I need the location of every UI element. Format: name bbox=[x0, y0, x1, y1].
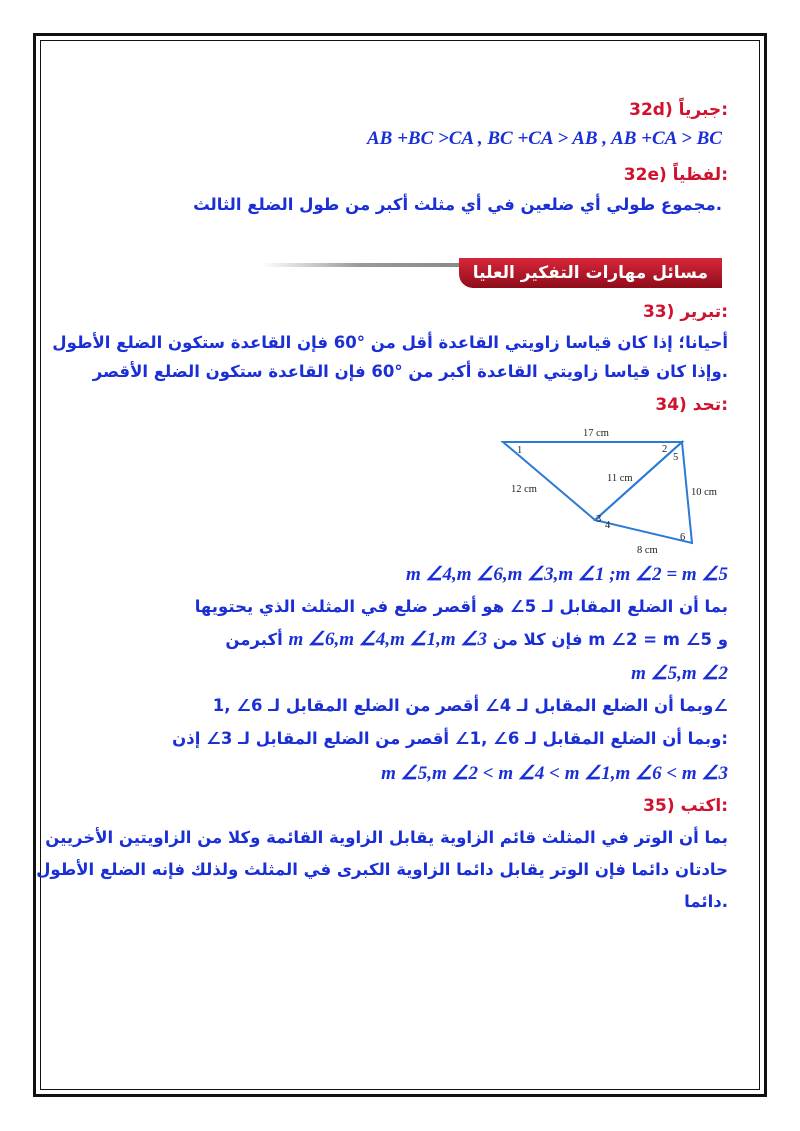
q33-line1: أحيانا؛ إذا كان قياسا زاويتي القاعدة أقل من °60 فإن القاعدة ستكون الضلع الأطول bbox=[52, 333, 728, 352]
q32e-text: مجموع طولي أي ضلعين في أي مثلث أكبر من طول الضلع الثالث. bbox=[193, 195, 722, 214]
q33-heading: 33) تبرير: bbox=[642, 302, 728, 322]
q34-line3-suffix: أكبرمن bbox=[225, 630, 283, 649]
q34-line3-prefix: و m ∠2 = m ∠5 فإن كلا من bbox=[492, 630, 728, 649]
q35-line3: دائما. bbox=[684, 892, 728, 911]
q33-line2: وإذا كان قياسا زاويتي القاعدة أكبر من °60 فإن القاعدة ستكون الضلع الأقصر. bbox=[92, 362, 728, 381]
label-11cm: 11 cm bbox=[607, 473, 633, 484]
angle-5: 5 bbox=[673, 452, 679, 463]
q32e-heading: 32e) لفظياً: bbox=[623, 165, 728, 185]
angle-6: 6 bbox=[680, 532, 686, 543]
q35-line1: بما أن الوتر في المثلث قائم الزاوية يقابل الزاوية القائمة وكلا من الزاويتين الأخريين bbox=[45, 828, 728, 847]
triangle-figure bbox=[495, 425, 730, 555]
q34-line5: وبما أن الضلع المقابل لـ 4∠ أقصر من الضلع المقابل لـ 6∠ ,1∠ bbox=[212, 696, 728, 715]
q34-line3-math: m ∠6,m ∠4,m ∠1,m ∠3 bbox=[288, 629, 487, 650]
q34-line3 bbox=[225, 628, 728, 651]
q34-line7: m ∠5,m ∠2 < m ∠4 < m ∠1,m ∠6 < m ∠3 bbox=[381, 763, 728, 784]
q34-line6: وبما أن الضلع المقابل لـ 6∠ ,1∠ أقصر من الضلع المقابل لـ 3∠ إذن: bbox=[172, 729, 728, 748]
q35-heading: 35) اكتب: bbox=[643, 796, 728, 816]
q34-line2: بما أن الضلع المقابل لـ 5∠ هو أقصر ضلع في المثلث الذي يحتويها bbox=[194, 597, 728, 616]
q32d-formula: AB +BC >CA , BC +CA > AB , AB +CA > BC bbox=[366, 128, 722, 149]
label-17cm: 17 cm bbox=[583, 428, 609, 439]
label-10cm: 10 cm bbox=[691, 487, 717, 498]
angle-4: 4 bbox=[605, 520, 611, 531]
angle-2: 2 bbox=[662, 444, 668, 455]
banner-title: مسائل مهارات التفكير العليا bbox=[459, 258, 722, 288]
q34-heading: 34) تحد: bbox=[655, 395, 728, 415]
section-banner bbox=[262, 255, 728, 293]
angle-1: 1 bbox=[517, 445, 523, 456]
label-8cm: 8 cm bbox=[637, 545, 658, 555]
triangle-left bbox=[503, 442, 682, 520]
q32d-heading: 32d) جبرياً: bbox=[629, 100, 728, 120]
angle-3: 3 bbox=[596, 514, 602, 525]
q34-line1: m ∠4,m ∠6,m ∠3,m ∠1 ;m ∠2 = m ∠5 bbox=[405, 564, 728, 585]
q35-line2: حادتان دائما فإن الوتر يقابل دائما الزاوية الكبرى في المثلث ولذلك فإنه الضلع الأطول bbox=[36, 860, 728, 879]
q34-line4: m ∠5,m ∠2 bbox=[631, 663, 728, 684]
label-12cm: 12 cm bbox=[511, 484, 537, 495]
